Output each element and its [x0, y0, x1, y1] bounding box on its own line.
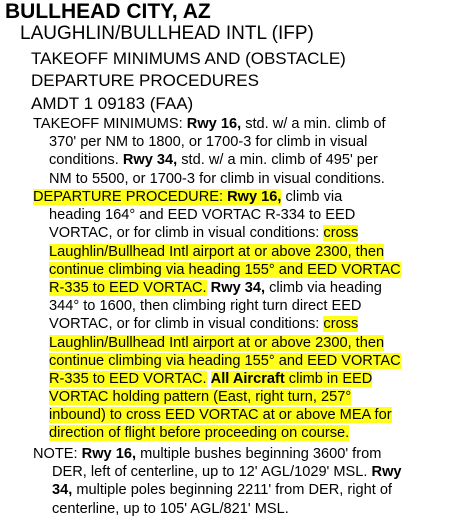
section-title-line2: DEPARTURE PROCEDURES — [31, 71, 259, 90]
runway-ref: Rwy 16, — [227, 189, 282, 205]
runway-ref: 34, — [52, 482, 73, 499]
airport-name: LAUGHLIN/BULLHEAD INTL (IFP) — [20, 23, 314, 44]
highlighted-text: continue climbing via heading 155° and EED VORTAC — [49, 261, 401, 278]
city-title: BULLHEAD CITY, AZ — [5, 0, 211, 23]
takeoff-label: TAKEOFF MINIMUMS: — [33, 116, 187, 132]
takeoff-text: conditions. — [49, 152, 123, 169]
highlighted-text: Laughlin/Bullhead Intl airport at or above 2300, then — [49, 243, 385, 260]
departure-line — [33, 334, 463, 352]
note-label: NOTE: — [33, 446, 82, 462]
note-text: multiple bushes beginning 3600' from — [136, 446, 382, 462]
takeoff-line — [33, 151, 463, 169]
note-line — [33, 481, 463, 499]
note-text: multiple poles beginning 2211' from DER, right of — [72, 482, 392, 499]
departure-text: VORTAC, or for climb in visual conditions: — [49, 225, 324, 242]
takeoff-line: NM to 5500, or 1700-3 for climb in visual conditions. — [49, 170, 385, 187]
highlighted-text: R-335 to EED VORTAC. — [49, 279, 207, 296]
takeoff-minimums-block — [33, 115, 463, 188]
runway-ref: Rwy 34, — [210, 279, 266, 296]
departure-line — [33, 188, 463, 206]
highlighted-text: climb in EED — [284, 370, 373, 387]
highlighted-text: R-335 to EED VORTAC. — [49, 370, 207, 387]
departure-line — [33, 224, 463, 242]
departure-text: VORTAC, or for climb in visual conditions: — [49, 316, 324, 333]
departure-line — [33, 243, 463, 261]
takeoff-text: std. w/ a min. climb of — [241, 116, 386, 132]
takeoff-line: 370' per NM to 1800, or 1700-3 for climb in visual — [49, 134, 368, 151]
departure-line — [33, 388, 463, 406]
highlighted-text: cross — [323, 225, 359, 242]
departure-label: DEPARTURE PROCEDURE: — [33, 189, 228, 205]
departure-line — [33, 352, 463, 370]
takeoff-text: std. w/ a min. climb of 495' per — [177, 152, 378, 169]
note-line — [33, 445, 463, 463]
departure-line — [33, 261, 463, 279]
runway-ref: Rwy 34, — [122, 152, 178, 169]
amendment-line: AMDT 1 09183 (FAA) — [31, 94, 194, 113]
departure-line — [33, 406, 463, 424]
highlighted-text: cross — [323, 316, 359, 333]
highlighted-text: Laughlin/Bullhead Intl airport at or above 2300, then — [49, 334, 385, 351]
aircraft-ref: All Aircraft — [210, 370, 285, 387]
section-title-line1: TAKEOFF MINIMUMS AND (OBSTACLE) — [31, 49, 346, 68]
highlighted-text: inbound) to cross EED VORTAC at or above MEA for — [49, 407, 392, 424]
runway-ref: Rwy — [371, 464, 402, 481]
note-block — [33, 445, 463, 518]
departure-text: climb via heading — [265, 279, 382, 296]
takeoff-line — [33, 115, 463, 133]
departure-procedure-block — [33, 188, 463, 443]
departure-text: climb via — [281, 189, 343, 205]
runway-ref: Rwy 16, — [81, 446, 137, 462]
departure-line: 344° to 1600, then climbing right turn direct EED — [49, 298, 362, 315]
runway-ref: Rwy 16, — [186, 116, 242, 132]
highlighted-text: continue climbing via heading 155° and EED VORTAC — [49, 352, 401, 369]
highlighted-text: direction of flight before proceeding on course. — [49, 425, 350, 442]
departure-line — [33, 370, 463, 388]
highlighted-text: VORTAC holding pattern (East, right turn, 257° — [49, 389, 352, 406]
departure-line — [33, 315, 463, 333]
note-line: centerline, up to 105' AGL/821' MSL. — [52, 500, 289, 517]
note-line — [33, 463, 463, 481]
departure-line: heading 164° and EED VORTAC R-334 to EED — [49, 207, 356, 224]
departure-line — [33, 424, 463, 442]
departure-line — [33, 279, 463, 297]
note-text: DER, left of centerline, up to 12' AGL/1029' MSL. — [52, 464, 372, 481]
